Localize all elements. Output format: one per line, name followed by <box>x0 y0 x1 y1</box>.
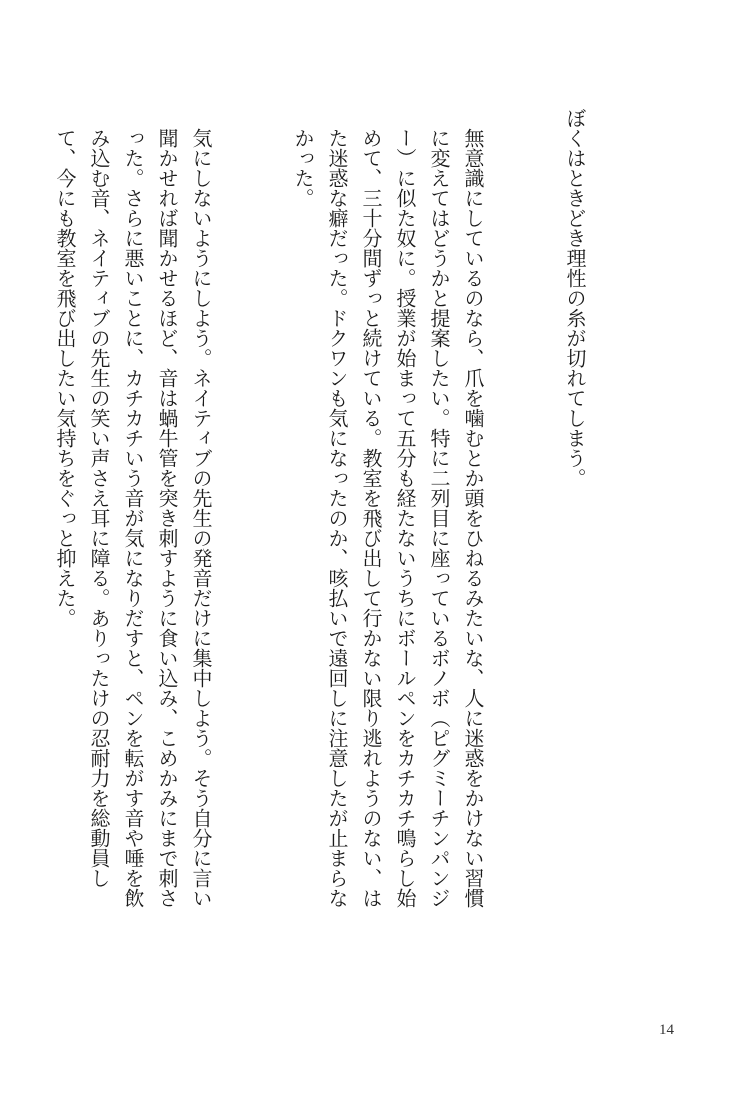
paragraph-2: 無意識にしているのなら、爪を噛むとか頭をひねるみたいな、人に迷惑をかけない習慣に変えてはどうかと提案したい。特に二列目に座っているボノボ（ピグミーチンパンジー）に似た奴に。授業が始まって五分も経たないうちにボールペンをカチカチ鳴らし始めて、三十分間ずっと続けている。教室を飛び出して行かない限り逃れようのない、はた迷惑な癖だった。ドクワンも気になったのか、咳払いで遠回しに注意したが止まらなかった。 <box>291 128 485 908</box>
paragraph-1: ぼくはときどき理性の糸が切れてしまう。 <box>563 108 587 488</box>
paragraph-3: 気にしないようにしよう。ネイティブの先生の発音だけに集中しよう。そう自分に言い聞かせれば聞かせるほど、音は蝸牛管を突き刺すように食い込み、こめかみにまで刺さった。さらに悪いことに、カチカチいう音が気になりだすと、ペンを転がす音や唾を飲み込む音、ネイティブの先生の笑い声さえ耳に障る。ありったけの忍耐力を総動員して、今にも教室を飛び出したい気持ちをぐっと抑えた。 <box>53 128 213 908</box>
page-number: 14 <box>659 1022 674 1038</box>
body-text <box>0 108 660 908</box>
